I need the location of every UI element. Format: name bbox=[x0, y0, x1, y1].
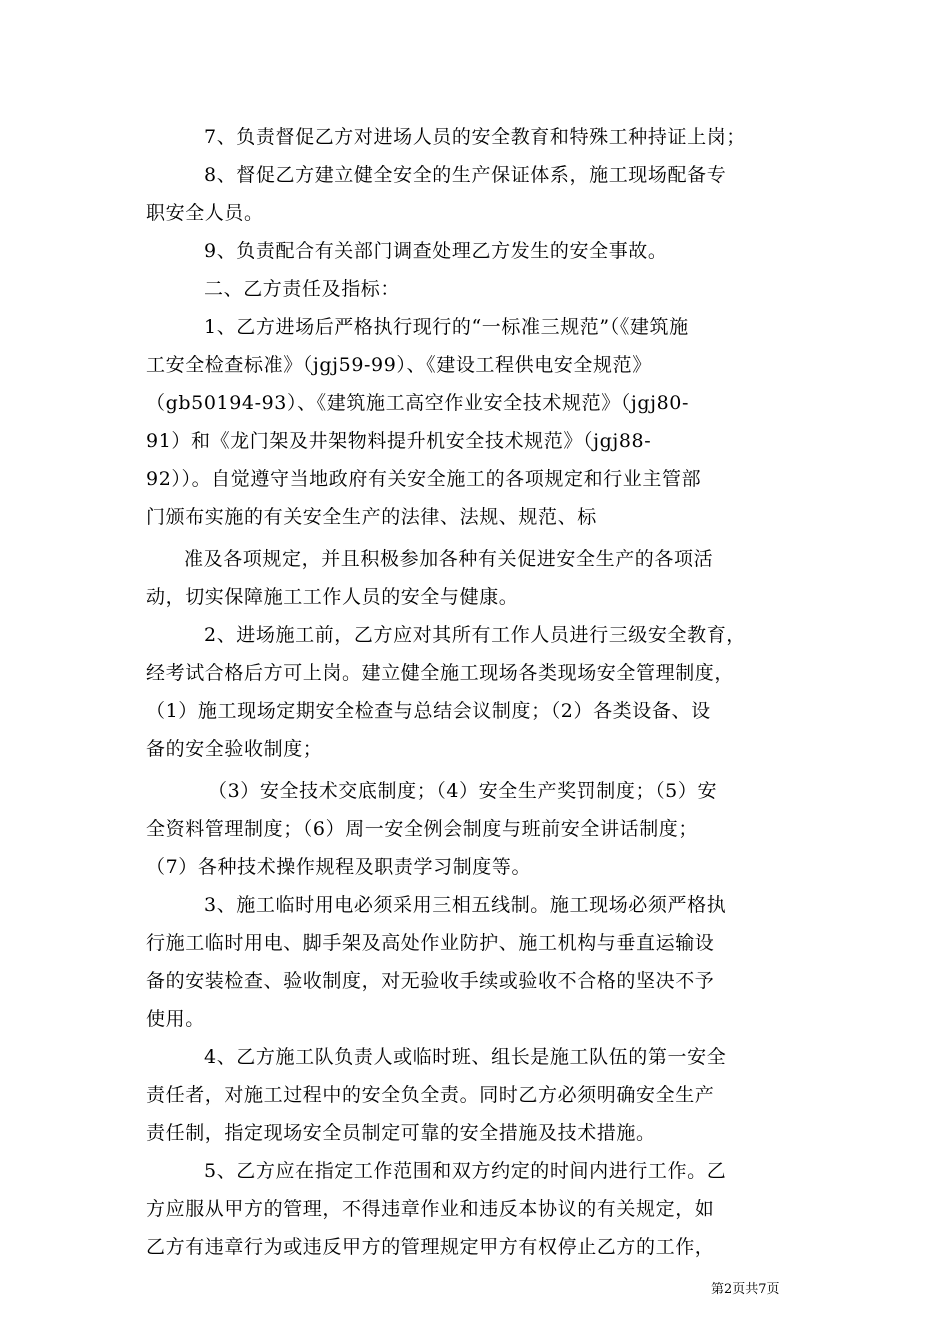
paragraph-line: 准及各项规定，并且积极参加各种有关促进安全生产的各项活 bbox=[184, 548, 714, 570]
paragraph-line: （3）安全技术交底制度；（4）安全生产奖罚制度；（5）安 bbox=[208, 780, 718, 802]
paragraph-line: 行施工临时用电、脚手架及高处作业防护、施工机构与垂直运输设 bbox=[146, 932, 715, 954]
paragraph-line: （1）施工现场定期安全检查与总结会议制度；（2）各类设备、设 bbox=[146, 700, 711, 722]
paragraph-line: 门颁布实施的有关安全生产的法律、法规、规范、标 bbox=[146, 506, 597, 528]
paragraph-line: 91）和《龙门架及井架物料提升机安全技术规范》（jgj88- bbox=[146, 430, 652, 452]
paragraph-line: 5、乙方应在指定工作范围和双方约定的时间内进行工作。乙 bbox=[204, 1160, 727, 1182]
paragraph-line: （gb50194-93）、《建筑施工高空作业安全技术规范》（jgj80- bbox=[146, 392, 690, 414]
paragraph-line: 3、施工临时用电必须采用三相五线制。施工现场必须严格执 bbox=[204, 894, 727, 916]
paragraph-line: 备的安装检查、验收制度，对无验收手续或验收不合格的坚决不予 bbox=[146, 970, 715, 992]
paragraph-line: 乙方有违章行为或违反甲方的管理规定甲方有权停止乙方的工作， bbox=[146, 1236, 715, 1258]
page-number: 第2页共7页 bbox=[711, 1282, 780, 1297]
section-heading: 二、乙方责任及指标： bbox=[204, 278, 401, 300]
document-body bbox=[146, 118, 810, 1266]
paragraph-line: 8、督促乙方建立健全安全的生产保证体系，施工现场配备专 bbox=[204, 164, 727, 186]
paragraph-line: 工安全检查标准》（jgj59-99）、《建设工程供电安全规范》 bbox=[146, 354, 652, 376]
paragraph-line: 职安全人员。 bbox=[146, 202, 264, 224]
paragraph-line: 全资料管理制度；（6）周一安全例会制度与班前安全讲话制度； bbox=[146, 818, 698, 840]
paragraph-line: 备的安全验收制度； bbox=[146, 738, 323, 760]
paragraph-line: 9、负责配合有关部门调查处理乙方发生的安全事故。 bbox=[204, 240, 668, 262]
paragraph-line: 1、乙方进场后严格执行现行的“一标准三规范”（《建筑施 bbox=[204, 316, 689, 338]
paragraph-line: 使用。 bbox=[146, 1008, 205, 1030]
paragraph-line: 4、乙方施工队负责人或临时班、组长是施工队伍的第一安全 bbox=[204, 1046, 727, 1068]
paragraph-line: （7）各种技术操作规程及职责学习制度等。 bbox=[146, 856, 532, 878]
paragraph-line: 2、进场施工前，乙方应对其所有工作人员进行三级安全教育， bbox=[204, 624, 746, 646]
paragraph-line: 经考试合格后方可上岗。建立健全施工现场各类现场安全管理制度， bbox=[146, 662, 735, 684]
paragraph-line: 责任制，指定现场安全员制定可靠的安全措施及技术措施。 bbox=[146, 1122, 656, 1144]
paragraph-line: 动，切实保障施工工作人员的安全与健康。 bbox=[146, 586, 519, 608]
paragraph-line: 92））。自觉遵守当地政府有关安全施工的各项规定和行业主管部 bbox=[146, 468, 702, 490]
paragraph-line: 责任者，对施工过程中的安全负全责。同时乙方必须明确安全生产 bbox=[146, 1084, 715, 1106]
paragraph-line: 7、负责督促乙方对进场人员的安全教育和特殊工种持证上岗； bbox=[204, 126, 746, 148]
paragraph-line: 方应服从甲方的管理，不得违章作业和违反本协议的有关规定，如 bbox=[146, 1198, 715, 1220]
